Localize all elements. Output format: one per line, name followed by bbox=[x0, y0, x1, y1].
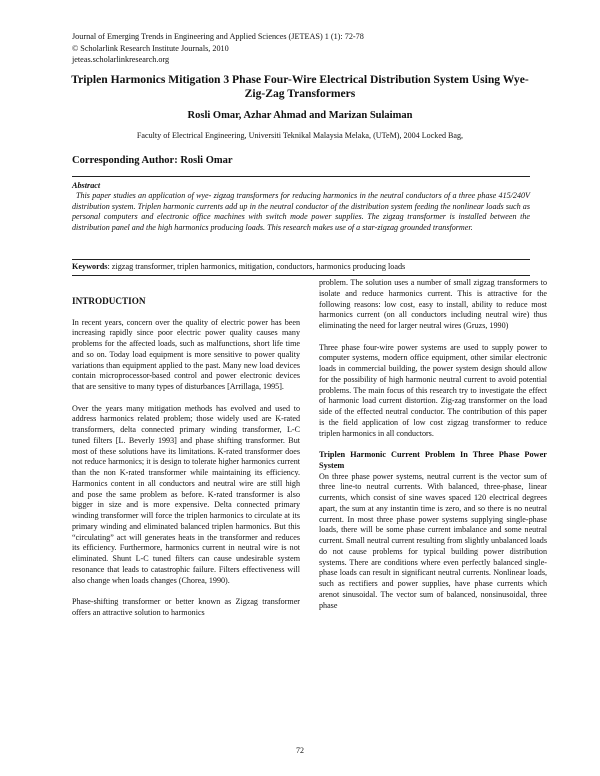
paragraph: In recent years, concern over the quality of electric power has been increasing rapidly since poor electric power quality causes many problems for the affected loads, such as malfunctions, short life time and so on. Today load equipment is more sensitive to power quality variations than equipment applied to the past. Many new load devices contain microprocessor-based control and power electronic devices that are sensitive to many types of disturbances [Arrillaga, 1995]. bbox=[72, 317, 300, 391]
keywords-line bbox=[72, 262, 542, 271]
paragraph: problem. The solution uses a number of small zigzag transformers to isolate and reduce harmonics current. This is attractive for the following reasons: low cost, easy to install, ability to reduce most harmonics current (on all conductors including neutral wire) thus eliminating the need for larger neutral wires (Gruzs, 1990) bbox=[319, 278, 547, 330]
journal-citation: Journal of Emerging Trends in Engineering and Applied Sciences (JETEAS) 1 (1): 72-78 bbox=[72, 32, 364, 41]
journal-website: jeteas.scholarlinkresearch.org bbox=[72, 55, 170, 64]
abstract-text: This paper studies an application of wye- zigzag transformers for reducing harmonics in the neutral conductors of a three phase 415/240V distribution system. Triplen harmonic currents add up in the neutral conductor of the distribution system feeding the nonlinear loads such as personal computers and electronic office machines with switch mode power supplies. The zigzag transformer is installed between the distribution panel and the high harmonics producing loads. This research makes use of a star-zigzag grounded transformer. bbox=[72, 191, 530, 233]
paragraph: Three phase four-wire power systems are used to supply power to computer systems, modern office equipment, other similar electronic loads in commercial building, the power system design should allow for the possibility of high harmonic neutral current to avoid potential problems. The main focus of this research try to investigate the effect of harmonic load current distortion. Zig-zag transformer on the load side of the effected neutral conductor. The contribution of this paper is the field application of low cost zigzag transformer to reduce triplen harmonics in all conductors. bbox=[319, 342, 547, 438]
affiliation: Faculty of Electrical Engineering, Universiti Teknikal Malaysia Melaka, (UTeM), 2004 Locked Bag, bbox=[136, 131, 464, 140]
author-list: Rosli Omar, Azhar Ahmad and Marizan Sulaiman bbox=[187, 110, 413, 121]
divider-keywords-bottom bbox=[72, 275, 530, 276]
divider-abstract-bottom bbox=[72, 259, 530, 260]
right-column bbox=[319, 278, 547, 622]
keywords-label: Keywords bbox=[72, 262, 108, 271]
section-subheading: Triplen Harmonic Current Problem In Three Phase Power System bbox=[319, 450, 547, 470]
left-column bbox=[72, 296, 300, 629]
journal-header bbox=[72, 31, 364, 66]
paragraph: On three phase power systems, neutral current is the vector sum of three line-to neutral currents. With balanced, three-phase, linear currents, which consist of sine waves spaced 120 electrical degrees apart, the sum at any instantin time is zero, and so there is no neutral current. In most three phase power systems supplying single-phase loads, there will be some phase current imbalance and some neutral current. Small neutral current resulting from slightly unbalanced loads do not cause problems for typical building power distribution systems. There are conditions where even perfectly balanced single-phase loads can result in significant neutral currents. Nonlinear loads, such as rectifiers and power supplies, have phase currents which arenot sinusoidal. The vector sum of balanced, nonsinusoidal, three phase bbox=[319, 471, 547, 610]
paper-title: Triplen Harmonics Mitigation 3 Phase Four-Wire Electrical Distribution System Using Wye- Zig-Zag Transformers bbox=[71, 73, 529, 100]
divider-top bbox=[72, 176, 530, 177]
paragraph: Phase-shifting transformer or better known as Zigzag transformer offers an attractive solution to harmonics bbox=[72, 597, 300, 617]
corresponding-author: Corresponding Author: Rosli Omar bbox=[72, 155, 233, 166]
paragraph: Over the years many mitigation methods has evolved and used to address harmonics related problem; those widely used are K-rated transformers, delta connected primary winding transformer, L-C tuned filters [L. Beverly 1993] and phase shifting transformer. But most of these solutions have its limitations. K-rated transformer does not reduce harmonics; it is design to tolerate higher harmonics current than the non K-rated transformer while maintaining its efficiency. Harmonics content in all conductors and neutral wire are still high and pose the same problem as before. K-rated transformer is also bigger in size and is more expensive. Delta connected primary winding transformer will force the triplen harmonics to circulate at its primary winding and eliminated balanced triplen harmonics. But this “circulating” act will generates heats in the transformer and reduces its efficiency. Furthermore, harmonics current in neutral wire is not eliminated. Shunt L-C tuned filters can cause undesirable system resonance that leads to catastrophic failure. Filters effectiveness will also change when loads changes (Chorea, 1990). bbox=[72, 403, 300, 585]
section-heading-introduction: INTRODUCTION bbox=[72, 296, 146, 306]
page-number: 72 bbox=[296, 746, 304, 755]
journal-copyright: © Scholarlink Research Institute Journals, 2010 bbox=[72, 43, 229, 53]
abstract-heading: Abstract bbox=[72, 181, 101, 190]
keywords-text: : zigzag transformer, triplen harmonics, mitigation, conductors, harmonics producing loads bbox=[107, 262, 406, 271]
